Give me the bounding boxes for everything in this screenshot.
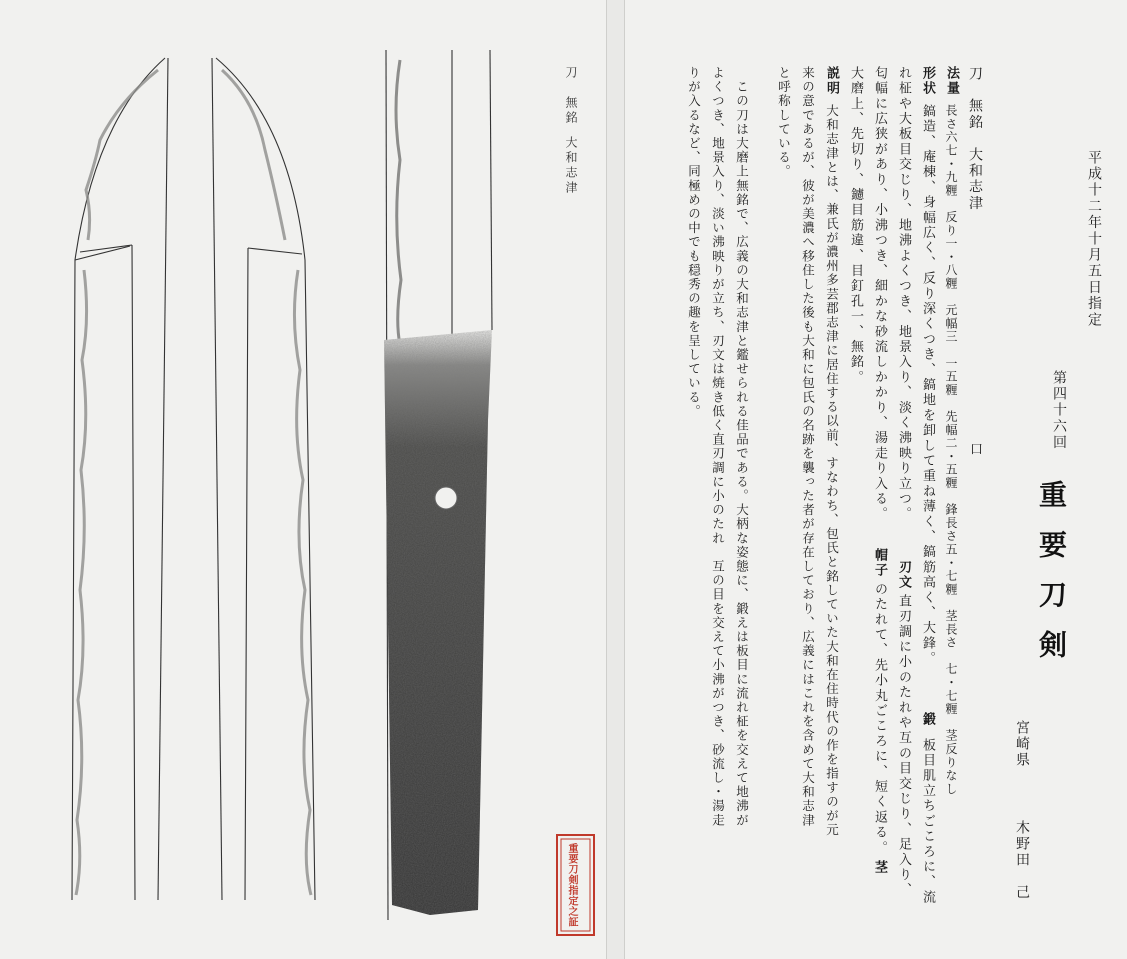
kitae-continuation: れ柾や大板目交じり、地沸よくつき、地景入り、淡く沸映り立つ。 bbox=[896, 66, 911, 522]
blade-a-hamon bbox=[76, 70, 158, 895]
owner-prefecture: 宮崎県 bbox=[1014, 720, 1030, 769]
blade-b-mune bbox=[212, 58, 222, 900]
kitae-label: 鍛 bbox=[920, 712, 935, 728]
setsumei-line-2: 来の意であるが、彼が美濃へ移住した後も大和に包氏の名跡を襲った者が存在しており、広義にはこれを含めて大和志津 bbox=[800, 66, 816, 828]
oshigata-caption-attribution: 大和志津 bbox=[564, 136, 578, 196]
blade-b-hamon bbox=[222, 70, 311, 895]
setsumei-line-6: りが入るなど、同極めの中でも穏秀の趣を呈している。 bbox=[686, 66, 702, 419]
item-count: 口 bbox=[967, 442, 982, 458]
page-title: 重要刀剣 bbox=[1035, 480, 1068, 680]
hamon-continuation: 匂幅に広狭があり、小沸つき、細かな砂流しかかり、湯走り入る。 bbox=[872, 66, 887, 522]
nakago-text: 大磨上、先切り、鑢目筋違、目釘孔一、無銘。 bbox=[848, 66, 863, 386]
session-number: 第四十六回 bbox=[1051, 370, 1067, 451]
oshigata-caption-mei: 無銘 bbox=[564, 96, 578, 126]
designation-date: 平成十二年十月五日指定 bbox=[1086, 150, 1102, 329]
kitae-text: 板目肌立ちごころに、流 bbox=[920, 738, 935, 906]
nakago-ha-line bbox=[490, 50, 492, 330]
certificate-text-page bbox=[624, 0, 1127, 959]
setsumei-line-4: この刀は大磨上無銘で、広義の大和志津と鑑せられる佳品である。大柄な姿態に、鍛えは板目に流れ柾を交えて地沸が bbox=[734, 66, 750, 828]
hamon-label: 刃文 bbox=[896, 560, 911, 591]
blade-b-shinogi bbox=[245, 248, 302, 900]
setsumei-line-3: と呼称している。 bbox=[776, 66, 792, 179]
boushi-text: のたれて、先小丸ごころに、短く返る。 bbox=[872, 582, 887, 856]
blade-side-b bbox=[212, 58, 315, 900]
oshigata-caption-type: 刀 bbox=[564, 66, 578, 81]
nakago-label: 茎 bbox=[872, 860, 887, 876]
houryou-label: 法量 bbox=[944, 66, 959, 97]
mekugi-hole bbox=[435, 487, 457, 509]
hamon-text: 直刃調に小のたれや互の目交じり、足入り、 bbox=[896, 594, 911, 898]
item-title: 刀 無銘 大和志津 bbox=[967, 66, 983, 212]
keijou-text: 鎬造、庵棟、身幅広く、反り深くつき、鎬地を卸して重ね薄く、鎬筋高く、大鋒。 bbox=[920, 104, 935, 667]
seal-text: 重要刀剣指定之証 bbox=[566, 843, 577, 927]
setsumei-line-1: 大和志津とは、兼氏が濃州多芸郡志津に居住する以前、すなわち、包氏と銘していた大和在住時代の作を指すのが元 bbox=[824, 104, 840, 838]
boushi-label: 帽子 bbox=[872, 548, 887, 579]
nakago-hamon-trace bbox=[396, 60, 401, 345]
houryou-text: 長さ六七・九糎 反り一・八糎 元幅三 一五糎 先幅二・五糎 鋒長さ五・七糎 茎長さ 七・七糎 茎反りなし bbox=[944, 104, 958, 796]
setsumei-line-5: よくつき、地景入り、淡い沸映りが立ち、刃文は焼き低く直刃調に小のたれ 互の目を交えて小沸がつき、砂流し・湯走 bbox=[710, 66, 726, 828]
blade-a-ha-edge bbox=[72, 58, 165, 900]
blade-a-yokote bbox=[75, 246, 130, 260]
owner-name: 木野田 己 bbox=[1014, 820, 1030, 901]
blade-a-shinogi bbox=[80, 245, 135, 900]
keijou-label: 形状 bbox=[920, 66, 935, 97]
setsumei-label: 説明 bbox=[824, 66, 839, 97]
blade-a-mune bbox=[158, 58, 168, 900]
blade-b-ha-edge bbox=[216, 58, 315, 900]
